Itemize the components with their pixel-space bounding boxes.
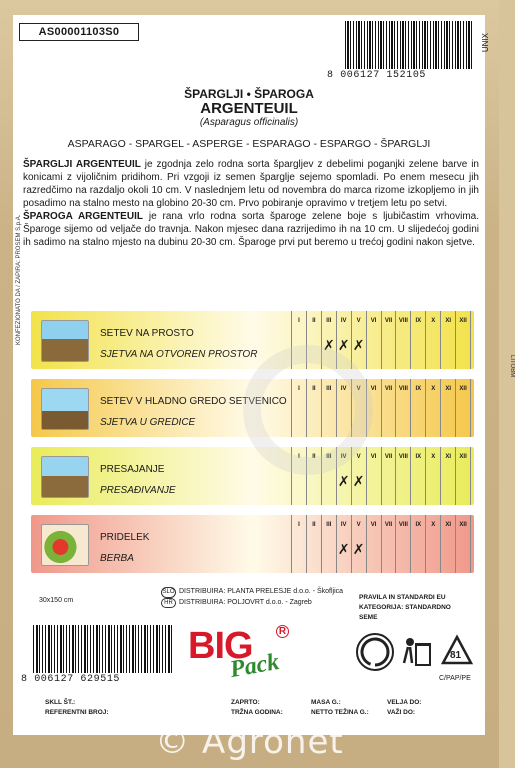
month-cell: [336, 379, 351, 437]
schedule-row-transplant: [31, 447, 474, 505]
month-cell: [455, 379, 471, 437]
schedule-row-sowing: [31, 311, 474, 369]
row-label-hr: SJETVA NA OTVOREN PROSTOR: [100, 349, 258, 360]
month-cell: [410, 311, 425, 369]
barcode-top: [327, 21, 490, 83]
month-label: III: [326, 386, 332, 392]
description-sl: [23, 158, 479, 210]
month-label: VII: [384, 454, 393, 460]
month-cell: [381, 447, 396, 505]
month-cell: [425, 447, 440, 505]
row-label-sl: SETEV NA PROSTO: [100, 328, 194, 339]
month-cell: [306, 379, 321, 437]
month-cell: [321, 311, 336, 369]
month-mark: ✗: [352, 542, 365, 558]
row-label-hr: PRESAĐIVANJE: [100, 485, 176, 496]
month-mark: ✗: [352, 474, 365, 490]
month-label: XI: [445, 318, 452, 324]
row-label-sl: SETEV V HLADNO GREDO SETVENICO: [100, 396, 287, 407]
month-cell: [381, 515, 396, 573]
months-grid: [291, 311, 471, 369]
month-label: XI: [445, 522, 452, 528]
month-label: IV: [340, 522, 347, 528]
slo-badge: SLO: [161, 587, 176, 598]
eu-rules: [359, 593, 471, 622]
month-label: I: [298, 522, 300, 528]
month-cell: [425, 379, 440, 437]
month-label: XII: [459, 454, 467, 460]
month-cell: [381, 379, 396, 437]
month-label: V: [356, 522, 361, 528]
month-cell: [366, 311, 381, 369]
month-label: II: [312, 522, 316, 528]
month-cell: [306, 515, 321, 573]
month-label: IX: [415, 522, 422, 528]
distribution-hr-text: DISTRIBUIRA: POLJOVRT d.o.o. - Zagreb: [179, 598, 312, 606]
month-label: I: [298, 454, 300, 460]
distribution-hr: [161, 598, 343, 609]
month-label: XII: [459, 386, 467, 392]
month-cell: [395, 515, 410, 573]
month-cell: [440, 515, 455, 573]
month-mark: ✗: [337, 474, 350, 490]
green-dot-icon: [356, 633, 394, 671]
month-cell: [291, 379, 306, 437]
month-cell: [410, 515, 425, 573]
distribution-slo-text: DISTRIBUIRA: PLANTA PRELESJE d.o.o. - Škofljica: [179, 588, 344, 595]
footer-velja: VELJA DO:: [387, 699, 422, 706]
month-label: XI: [445, 386, 452, 392]
rules-line1: PRAVILA IN STANDARDI EU: [359, 594, 446, 601]
distribution-slo: [161, 587, 343, 598]
month-cell: [395, 311, 410, 369]
description-sl-lead: ŠPARGLJI ARGENTEUIL: [23, 159, 141, 170]
month-cell: [321, 379, 336, 437]
row-label-sl: PRESAJANJE: [100, 464, 165, 475]
month-cell: [351, 379, 366, 437]
rules-line2: KATEGORIJA: STANDARDNO SEME: [359, 603, 451, 621]
recycle-number: 81: [450, 650, 462, 661]
month-cell: [381, 311, 396, 369]
month-cell: [366, 515, 381, 573]
month-mark: ✗: [337, 338, 350, 354]
month-cell: [366, 447, 381, 505]
harvest-picture: [41, 524, 89, 566]
month-cell: [425, 515, 440, 573]
month-label: VIII: [398, 454, 408, 460]
month-cell: [455, 515, 471, 573]
month-label: I: [298, 386, 300, 392]
hr-badge: HR: [161, 598, 176, 609]
photo-credit: © Agronet: [155, 722, 344, 762]
seed-packet-back: [13, 15, 515, 735]
sowing-picture: [41, 320, 89, 362]
month-cell: [291, 447, 306, 505]
month-cell: [306, 311, 321, 369]
barcode-bottom-bars: [33, 625, 173, 673]
month-cell: [455, 311, 471, 369]
description-sl-text: je zgodnja zelo rodna sorta špargljev z debelimi poganjki zelene barve in konicami z vijoličnim pridihom. Pri vzgoji iz semen šparglje sejemo spomladi. Po enem mesecu jih razredčimo na razdaljo okoli 10 cm. V naslednjem letu od novembra do marca rizome izkopljemo in jih posadimo na stalno mesto na globino 20-30 cm. Prvo pobiranje opravimo v tretjem letu po setvi.: [23, 159, 479, 209]
variety-name: ARGENTEUIL: [200, 100, 298, 117]
month-label: X: [431, 318, 436, 324]
sku-code: AS00001103S0: [19, 23, 139, 41]
schedule-row-harvest: [31, 515, 474, 573]
logo-pack: Pack: [228, 648, 282, 684]
month-label: VII: [384, 318, 393, 324]
month-cell: [440, 379, 455, 437]
side-text-left: KONFEZIONATO DA / ZAPIRA: PROSEM S.p.A.: [16, 214, 22, 345]
month-mark: ✗: [322, 338, 335, 354]
month-label: V: [356, 318, 361, 324]
month-cell: [440, 447, 455, 505]
month-cell: [395, 379, 410, 437]
footer-skll: SKLL ŠT.:: [45, 699, 76, 706]
big-pack-logo: [188, 625, 298, 685]
month-label: IV: [340, 318, 347, 324]
month-cell: [336, 447, 351, 505]
logo-big: BIG: [188, 625, 253, 667]
month-label: X: [431, 522, 436, 528]
month-label: IV: [340, 386, 347, 392]
row-label-sl: PRIDELEK: [100, 532, 150, 543]
months-grid: [291, 379, 471, 437]
footer-trzna: TRŽNA GODINA:: [231, 709, 283, 716]
barcode-bottom: [21, 625, 179, 687]
schedule-table: [31, 311, 474, 583]
month-mark: ✗: [337, 542, 350, 558]
month-cell: [455, 447, 471, 505]
month-label: XII: [459, 522, 467, 528]
month-cell: [336, 515, 351, 573]
month-label: VII: [384, 386, 393, 392]
title-line1: ŠPARGLJI • ŠPAROGA: [184, 87, 314, 101]
month-label: IX: [415, 386, 422, 392]
month-cell: [336, 311, 351, 369]
month-label: II: [312, 386, 316, 392]
month-cell: [351, 311, 366, 369]
month-cell: [410, 447, 425, 505]
registered-icon: R: [276, 625, 289, 638]
month-cell: [321, 515, 336, 573]
latin-name: (Asparagus officinalis): [199, 117, 299, 128]
description-hr-lead: ŠPAROGA ARGENTEUIL: [23, 211, 143, 222]
month-label: VII: [384, 522, 393, 528]
month-label: I: [298, 318, 300, 324]
schedule-row-cold-frame: [31, 379, 474, 437]
month-label: V: [356, 386, 361, 392]
month-cell: [351, 515, 366, 573]
month-cell: [291, 515, 306, 573]
month-cell: [440, 311, 455, 369]
month-label: VIII: [398, 522, 408, 528]
description: [23, 158, 479, 249]
month-cell: [321, 447, 336, 505]
recycle-icon: [438, 633, 476, 671]
month-cell: [410, 379, 425, 437]
month-label: VI: [370, 386, 377, 392]
footer-zaprto: ZAPRTO:: [231, 699, 260, 706]
month-cell: [395, 447, 410, 505]
side-text-right: LITOBM: [508, 355, 515, 378]
month-cell: [425, 311, 440, 369]
month-label: IX: [415, 318, 422, 324]
month-label: III: [326, 522, 332, 528]
translations: ASPARAGO - SPARGEL - ASPERGE - ESPARAGO - ESPARGO - ŠPARGLJI: [67, 138, 431, 150]
month-label: IV: [340, 454, 347, 460]
footer-ref: REFERENTNI BROJ:: [45, 709, 109, 716]
month-label: VIII: [398, 386, 408, 392]
month-label: XII: [459, 318, 467, 324]
month-label: V: [356, 454, 361, 460]
month-label: VI: [370, 454, 377, 460]
unix-label: UNIX: [481, 33, 490, 53]
footer-neto: NETTO TEŽINA G.:: [311, 709, 369, 716]
month-label: XI: [445, 454, 452, 460]
month-label: X: [431, 454, 436, 460]
transplant-picture: [41, 456, 89, 498]
month-label: VIII: [398, 318, 408, 324]
month-cell: [306, 447, 321, 505]
month-label: VI: [370, 522, 377, 528]
month-mark: ✗: [352, 338, 365, 354]
footer-masa: MASA G.:: [311, 699, 341, 706]
barcode-bottom-digits: 8 006127 629515: [21, 674, 121, 685]
barcode-top-digits: 8 006127 152105: [327, 70, 427, 81]
month-label: VI: [370, 318, 377, 324]
barcode-top-bars: [345, 21, 473, 69]
month-cell: [351, 447, 366, 505]
description-hr-text: je rana vrlo rodna sorta šparoge zelene boje s ljubičastim vrhovima. Šparoge sijemo od veljače do travnja. Nakon mjesec dana razrijedimo ih na 10 cm. U slijedećoj godini ih sadimo na stalno mjesto na dubinu 20-30 cm. Šparoge prvi put beremo u trećoj godini nakon sjetve.: [23, 211, 479, 248]
month-cell: [291, 311, 306, 369]
cold-frame-picture: [41, 388, 89, 430]
month-label: X: [431, 386, 436, 392]
month-label: III: [326, 318, 332, 324]
description-hr: [23, 210, 479, 249]
footer-vazi: VAŽI DO:: [387, 709, 416, 716]
month-label: III: [326, 454, 332, 460]
distribution: [161, 587, 343, 608]
recycle-text: C/PAP/PE: [439, 675, 471, 682]
spacing-label: 30x150 cm: [39, 597, 74, 604]
month-label: II: [312, 454, 316, 460]
trash-bin-icon: [398, 633, 436, 671]
month-cell: [366, 379, 381, 437]
month-label: II: [312, 318, 316, 324]
months-grid: [291, 515, 471, 573]
row-label-hr: BERBA: [100, 553, 134, 564]
row-label-hr: SJETVA U GREDICE: [100, 417, 196, 428]
month-label: IX: [415, 454, 422, 460]
months-grid: [291, 447, 471, 505]
